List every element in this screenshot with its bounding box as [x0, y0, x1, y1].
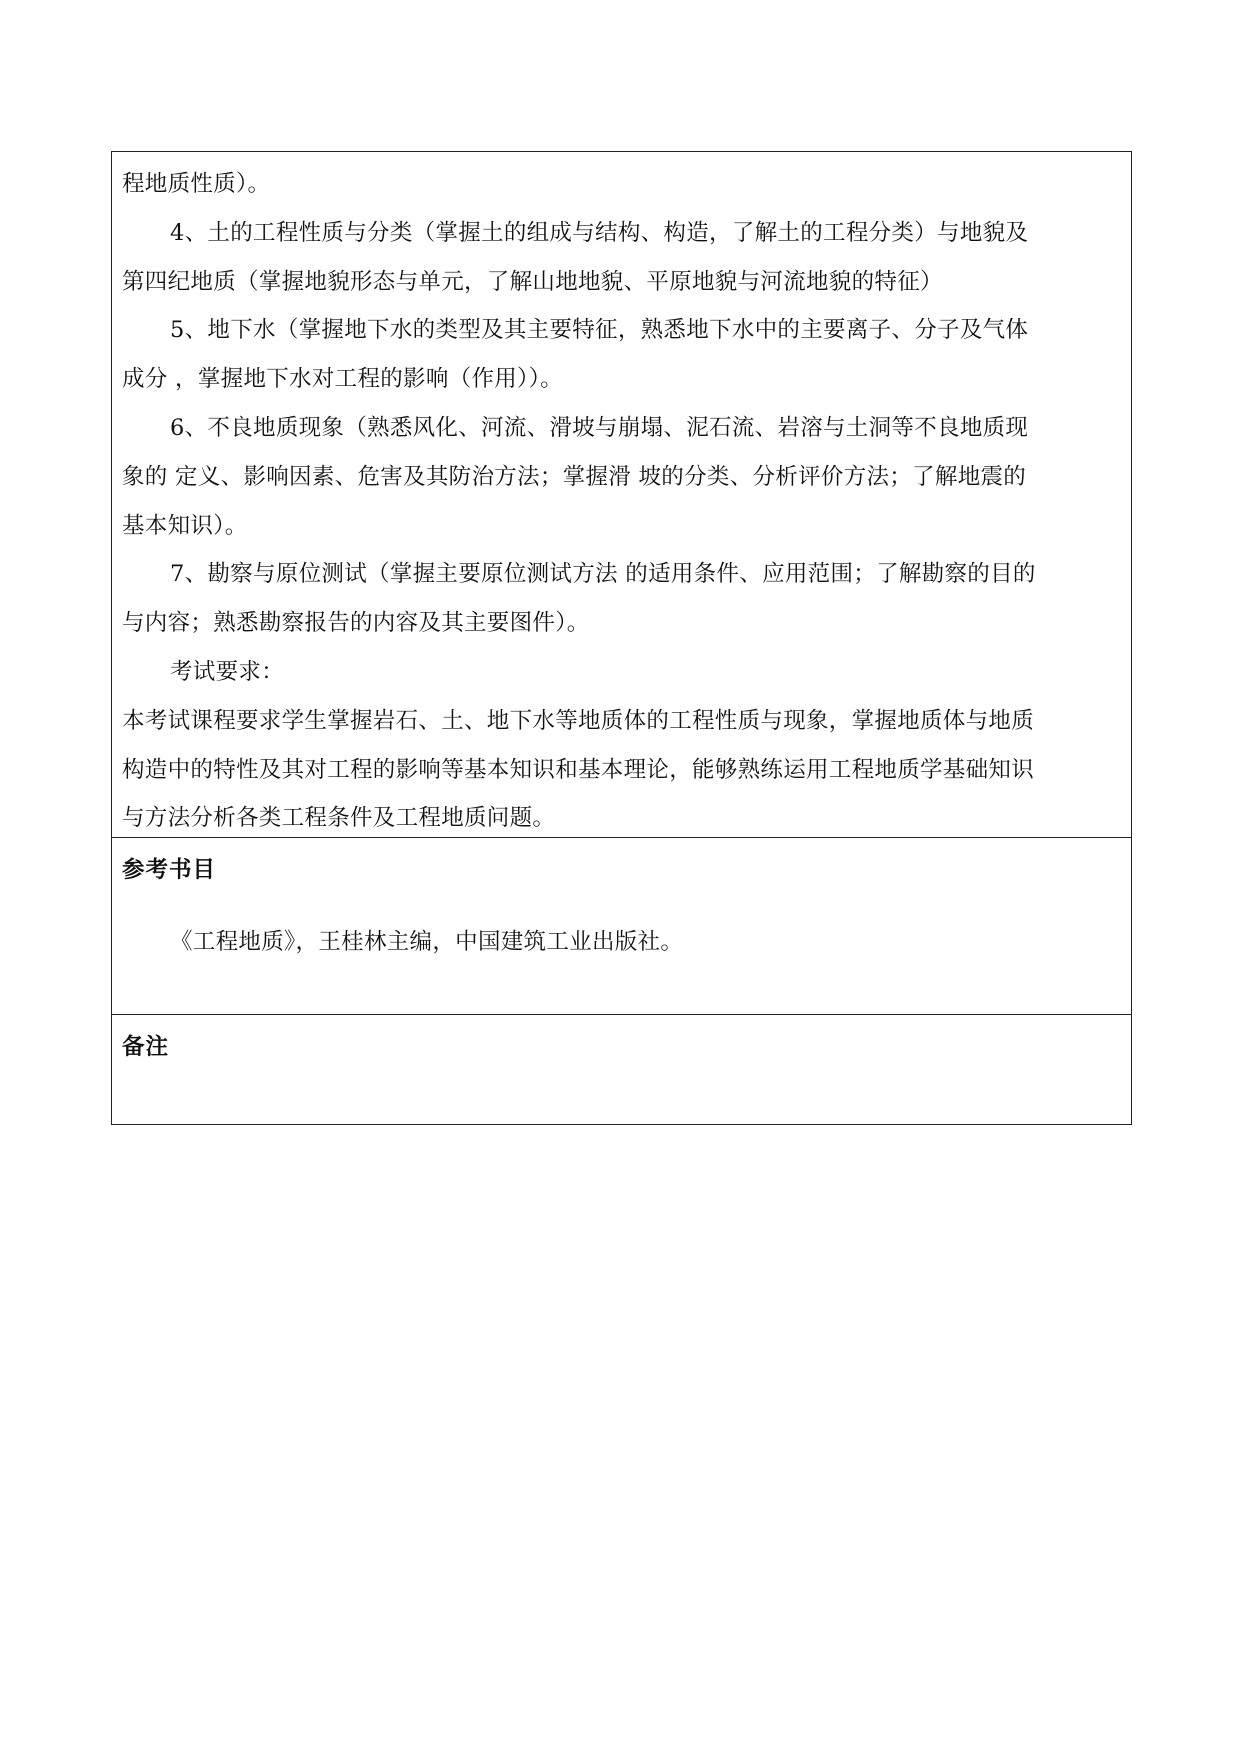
- content-section: [112, 152, 1131, 837]
- document-table: [111, 151, 1132, 1125]
- content-line-5: 6、不良地质现象（熟悉风化、河流、滑坡与崩塌、泥石流、岩溶与土洞等不良地质现: [170, 414, 1029, 441]
- content-line-12: 构造中的特性及其对工程的影响等基本知识和基本理论，能够熟练运用工程地质学基础知识: [122, 756, 1035, 783]
- notes-title: 备注: [122, 1034, 170, 1060]
- content-line-4: 成分 ，掌握地下水对工程的影响（作用））。: [122, 366, 563, 393]
- notes-section: [112, 1014, 1131, 1124]
- exam-requirements-heading: 考试要求：: [170, 658, 285, 685]
- reference-book: 《工程地质》，王桂林主编，中国建筑工业出版社。: [170, 929, 684, 955]
- content-line-2: 第四纪地质（掌握地貌形态与单元，了解山地地貌、平原地貌与河流地貌的特征）: [122, 268, 943, 295]
- content-line-3: 5、地下水（掌握地下水的类型及其主要特征，熟悉地下水中的主要离子、分子及气体: [170, 317, 1029, 344]
- content-line-7: 基本知识）。: [122, 512, 248, 539]
- content-line-11: 本考试课程要求学生掌握岩石、土、地下水等地质体的工程性质与现象，掌握地质体与地质: [122, 707, 1035, 734]
- content-line-13: 与方法分析各类工程条件及工程地质问题。: [122, 805, 556, 832]
- content-line-1: 4、土的工程性质与分类（掌握土的组成与结构、构造，了解土的工程分类）与地貌及: [170, 219, 1029, 246]
- content-line-0: 程地质性质）。: [122, 171, 271, 197]
- content-line-9: 与内容；熟悉勘察报告的内容及其主要图件）。: [122, 610, 590, 637]
- references-title: 参考书目: [122, 857, 217, 883]
- content-line-6: 象的 定义、影响因素、危害及其防治方法；掌握滑 坡的分类、分析评价方法；了解地震的: [122, 463, 1027, 490]
- references-section: [112, 837, 1131, 1014]
- content-line-8: 7、勘察与原位测试（掌握主要原位测试方法 的适用条件、应用范围；了解勘察的目的: [170, 561, 1036, 588]
